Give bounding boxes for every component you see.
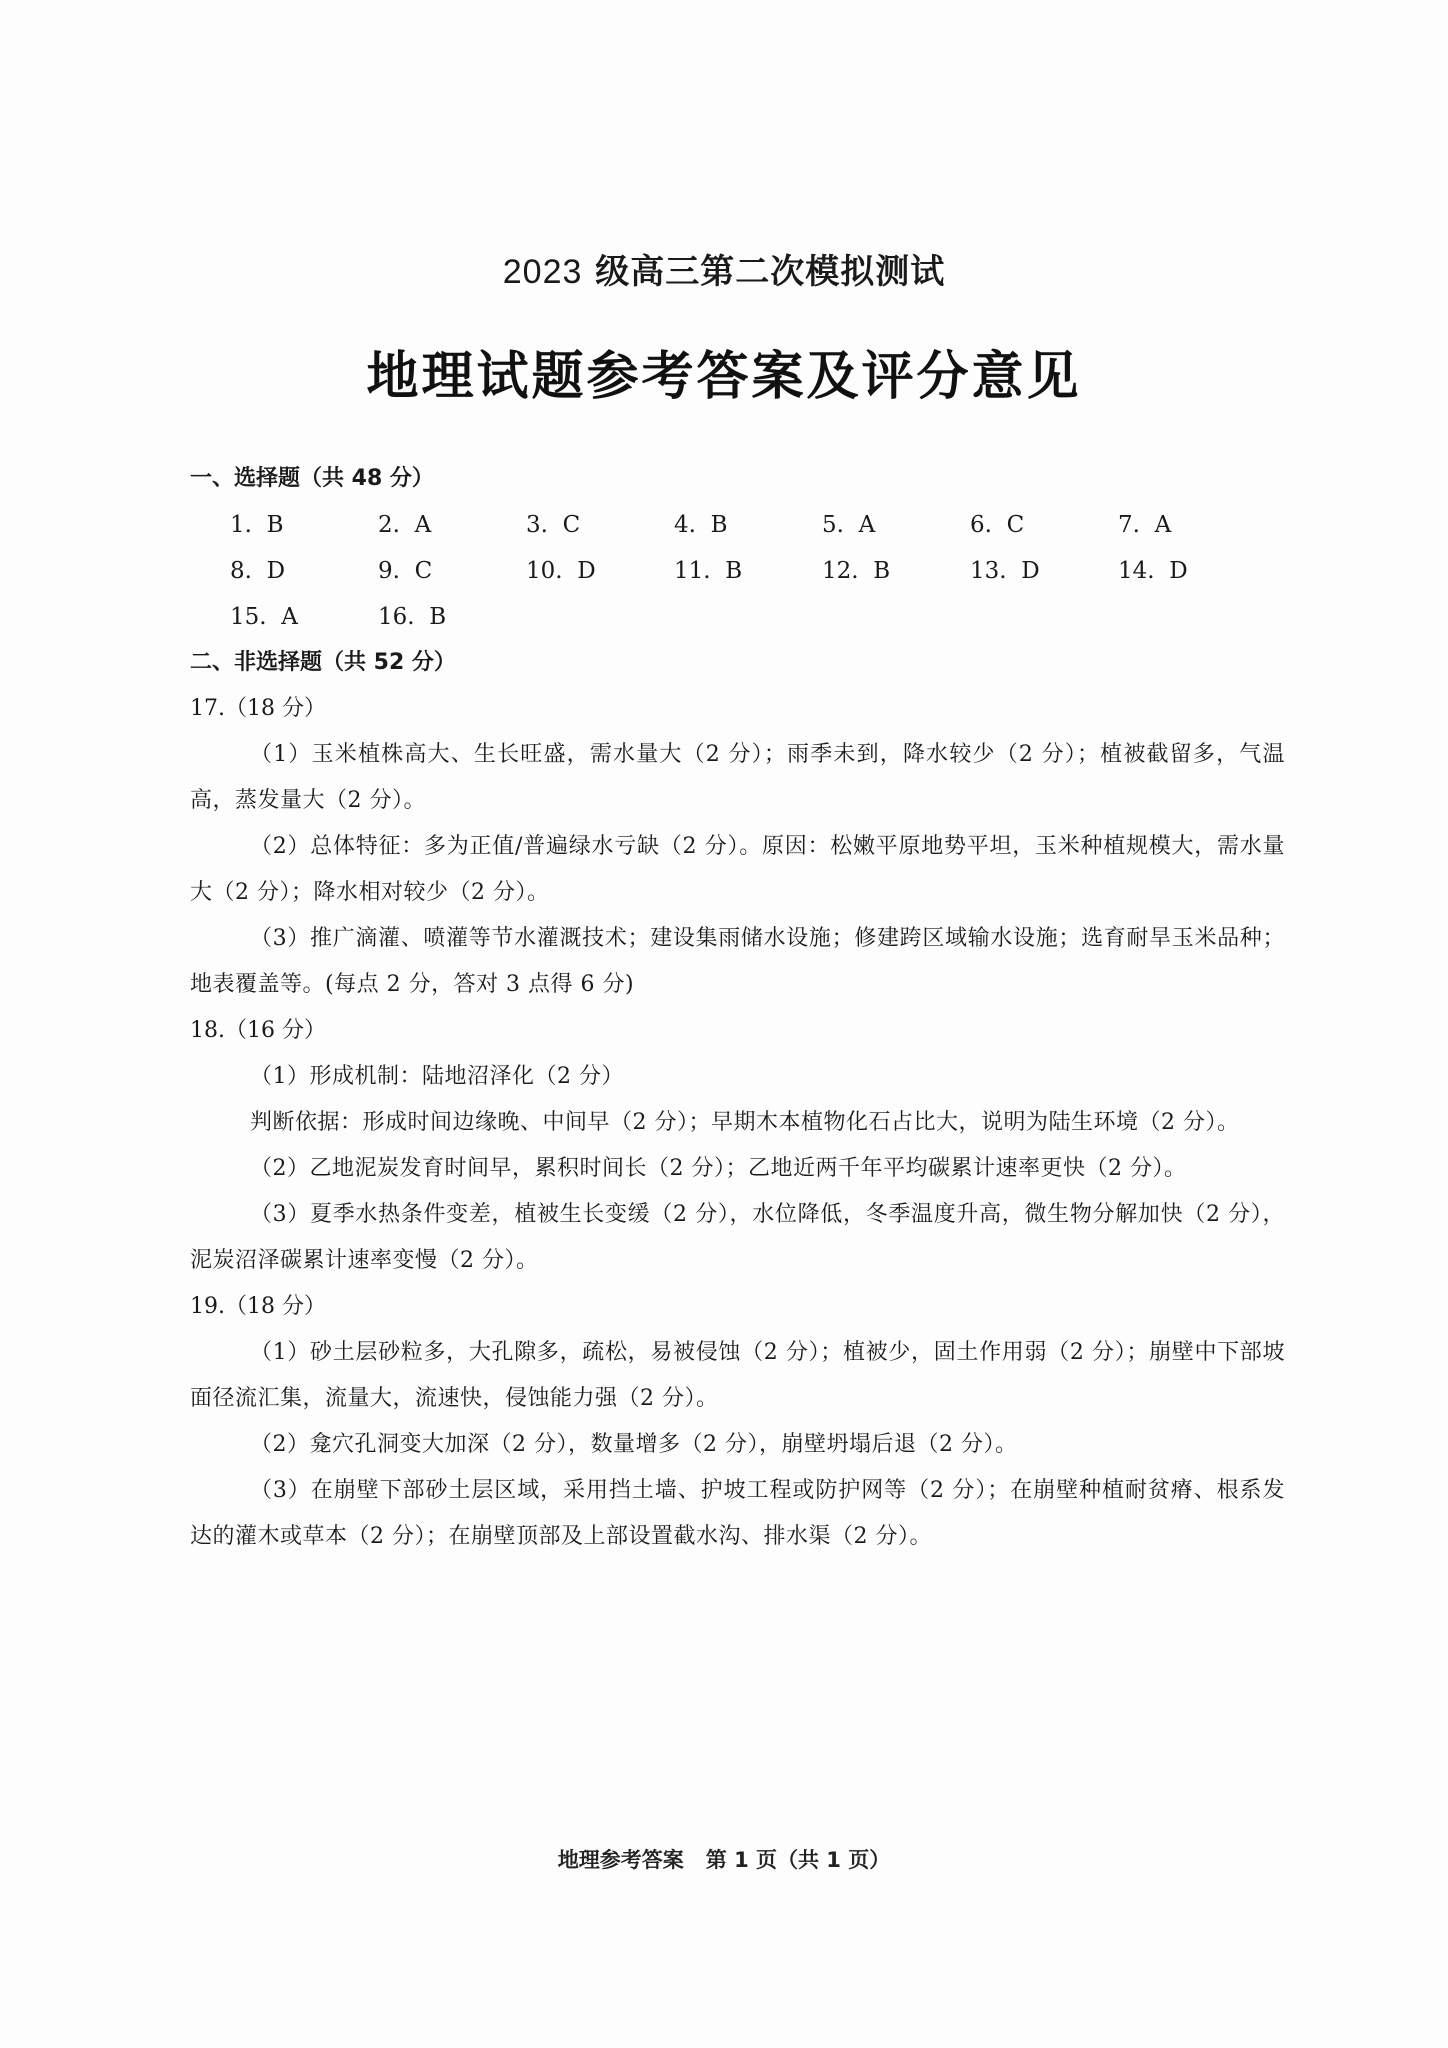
mc-answer xyxy=(822,548,970,594)
footer-doc-name: 地理参考答案 xyxy=(557,1848,684,1872)
mc-answer xyxy=(230,594,378,640)
answer-paragraph: （2）乙地泥炭发育时间早，累积时间长（2 分）；乙地近两千年平均碳累计速率更快（2 分）。 xyxy=(250,1156,1187,1181)
mc-letter: B xyxy=(710,512,728,538)
answer-paragraph: （3）推广滴灌、喷灌等节水灌溉技术；建设集雨储水设施；修建跨区域输水设施；选育耐旱玉米品种；地表覆盖等。(每点 2 分，答对 3 点得 6 分) xyxy=(190,926,1285,997)
mc-answer xyxy=(378,502,526,548)
exam-year: 2023 xyxy=(502,253,583,291)
mc-number: 16. xyxy=(378,604,415,630)
page-footer xyxy=(0,1844,1448,1874)
answer-content xyxy=(190,456,1285,1560)
mc-letter: B xyxy=(429,604,447,630)
mc-number: 14. xyxy=(1118,558,1155,584)
mc-letter: C xyxy=(1006,512,1025,538)
mc-number: 13. xyxy=(970,558,1007,584)
mc-letter: A xyxy=(858,512,876,538)
answer-paragraph: （1）形成机制：陆地沼泽化（2 分） xyxy=(250,1064,624,1089)
mc-number: 7. xyxy=(1118,512,1140,538)
mc-number: 8. xyxy=(230,558,252,584)
mc-letter: B xyxy=(266,512,284,538)
mc-letter: C xyxy=(562,512,581,538)
answer-paragraph: （3）在崩壁下部砂土层区域，采用挡土墙、护坡工程或防护网等（2 分）；在崩壁种植耐贫瘠、根系发达的灌木或草本（2 分）；在崩壁顶部及上部设置截水沟、排水渠（2 分）。 xyxy=(190,1478,1285,1549)
mc-answer xyxy=(674,548,822,594)
mc-number: 10. xyxy=(526,558,563,584)
answer-paragraph: （2）龛穴孔洞变大加深（2 分），数量增多（2 分），崩壁坍塌后退（2 分）。 xyxy=(250,1432,1018,1457)
mc-answer xyxy=(378,594,526,640)
mc-answer xyxy=(230,502,378,548)
mc-answer xyxy=(1118,548,1266,594)
mc-number: 5. xyxy=(822,512,844,538)
answer-paragraph: （1）砂土层砂粒多，大孔隙多，疏松，易被侵蚀（2 分）；植被少，固土作用弱（2 分）；崩壁中下部坡面径流汇集，流量大，流速快，侵蚀能力强（2 分）。 xyxy=(190,1340,1285,1411)
page-title: 地理试题参考答案及评分意见 xyxy=(366,347,1082,407)
mc-number: 3. xyxy=(526,512,548,538)
mc-letter: C xyxy=(414,558,433,584)
mc-answer xyxy=(526,502,674,548)
answer-paragraph: 判断依据：形成时间边缘晚、中间早（2 分）；早期木本植物化石占比大，说明为陆生环境（2 分）。 xyxy=(250,1110,1240,1135)
footer-page-number: 第 1 页（共 1 页） xyxy=(705,1848,891,1872)
mc-number: 11. xyxy=(674,558,711,584)
mc-answer xyxy=(230,548,378,594)
question-heading: 19.（18 分） xyxy=(190,1294,326,1319)
question-17 xyxy=(190,686,1285,1008)
question-heading: 17.（18 分） xyxy=(190,696,326,721)
section-heading-multiple-choice: 一、选择题（共 48 分） xyxy=(190,466,434,491)
mc-number: 12. xyxy=(822,558,859,584)
mc-letter: D xyxy=(577,558,596,584)
mc-letter: A xyxy=(1154,512,1172,538)
mc-letter: D xyxy=(1021,558,1040,584)
mc-answer xyxy=(674,502,822,548)
mc-number: 4. xyxy=(674,512,696,538)
mc-answer xyxy=(970,548,1118,594)
answer-paragraph: （2）总体特征：多为正值/普遍绿水亏缺（2 分）。原因：松嫩平原地势平坦，玉米种植规模大，需水量大（2 分）；降水相对较少（2 分）。 xyxy=(190,834,1285,905)
mc-answer xyxy=(526,548,674,594)
mc-letter: B xyxy=(725,558,743,584)
question-19 xyxy=(190,1284,1285,1560)
mc-number: 6. xyxy=(970,512,992,538)
mc-letter: A xyxy=(414,512,432,538)
mc-answer xyxy=(378,548,526,594)
mc-number: 15. xyxy=(230,604,267,630)
mc-number: 1. xyxy=(230,512,252,538)
answer-paragraph: （1）玉米植株高大、生长旺盛，需水量大（2 分）；雨季未到，降水较少（2 分）；植被截留多，气温高，蒸发量大（2 分）。 xyxy=(190,742,1285,813)
question-heading: 18.（16 分） xyxy=(190,1018,326,1043)
mc-letter: D xyxy=(1169,558,1188,584)
exam-name: 级高三第二次模拟测试 xyxy=(595,252,946,292)
mc-letter: A xyxy=(281,604,298,630)
mc-letter: D xyxy=(266,558,286,584)
mc-answer xyxy=(970,502,1118,548)
mc-number: 2. xyxy=(378,512,400,538)
mc-answer xyxy=(822,502,970,548)
mc-letter: B xyxy=(873,558,891,584)
exam-subtitle xyxy=(0,244,1448,293)
mc-number: 9. xyxy=(378,558,400,584)
multiple-choice-answers xyxy=(190,502,1285,640)
question-18 xyxy=(190,1008,1285,1284)
answer-paragraph: （3）夏季水热条件变差，植被生长变缓（2 分），水位降低，冬季温度升高，微生物分解加快（2 分），泥炭沼泽碳累计速率变慢（2 分）。 xyxy=(190,1202,1285,1273)
mc-answer xyxy=(1118,502,1266,548)
section-heading-non-multiple-choice: 二、非选择题（共 52 分） xyxy=(190,650,456,675)
